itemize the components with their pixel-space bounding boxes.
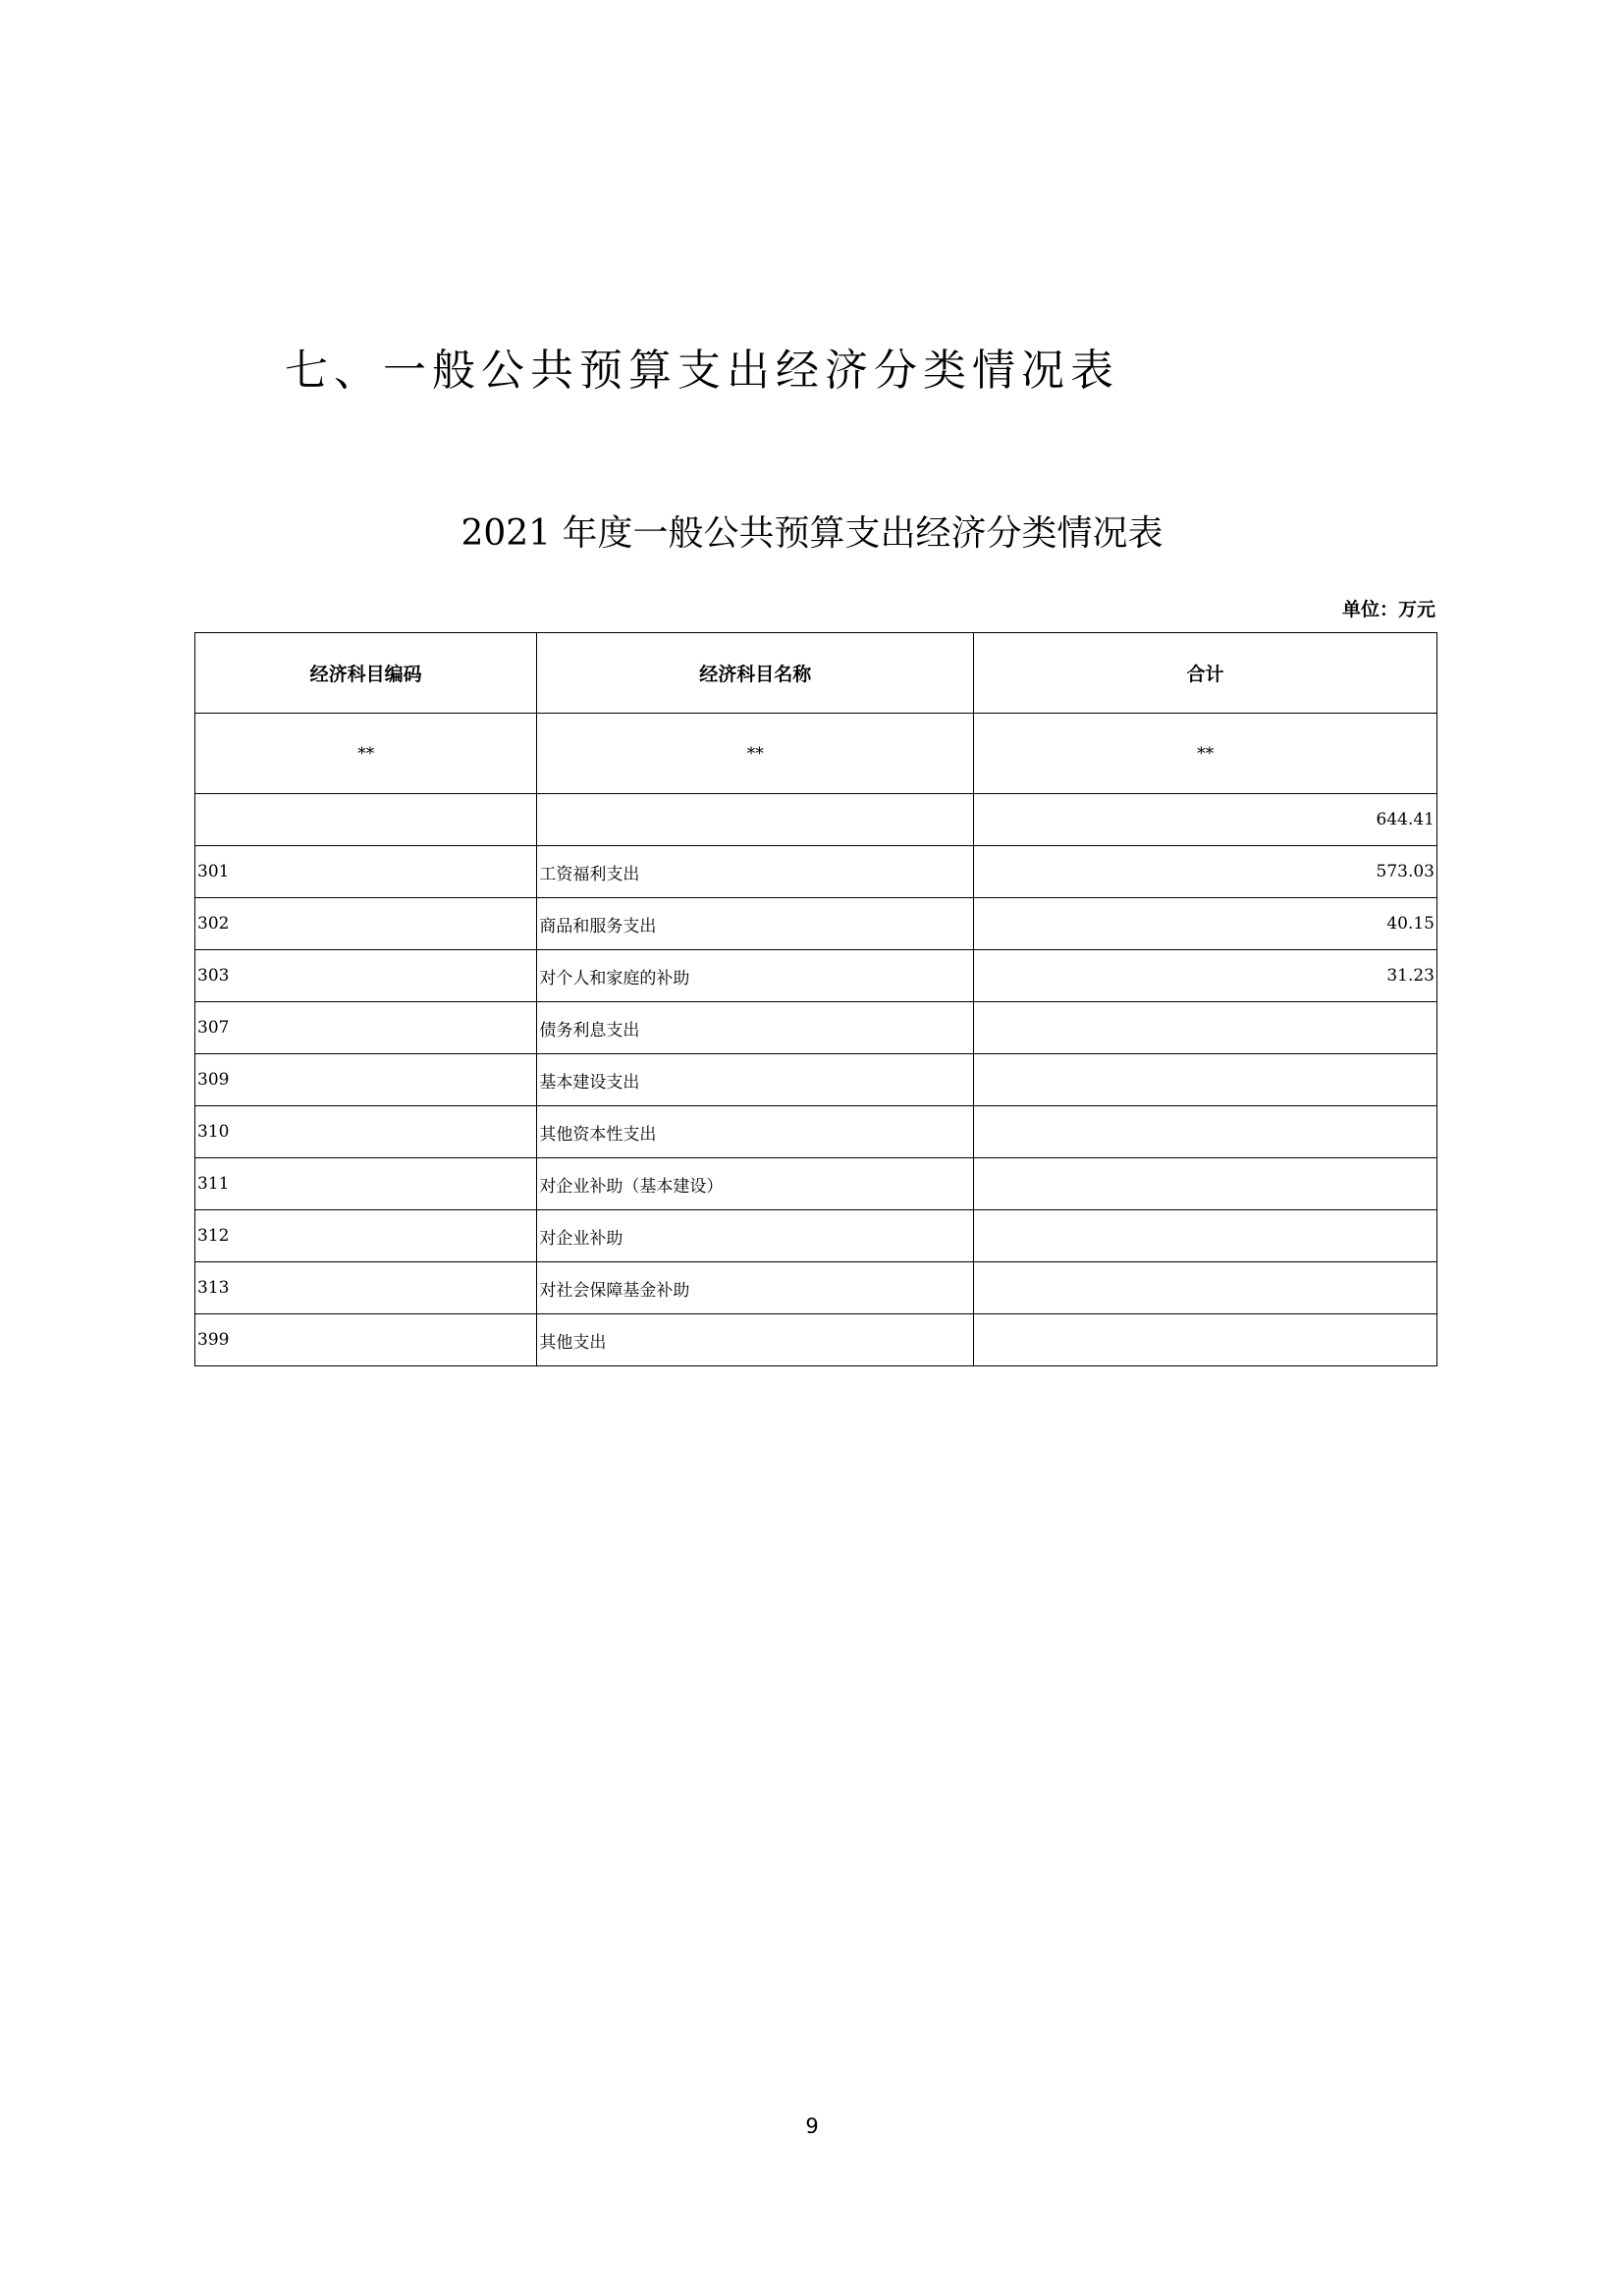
table-row: [195, 846, 1437, 898]
cell-code: 301: [195, 846, 537, 898]
header-total: 合计: [974, 633, 1437, 714]
cell-code: 313: [195, 1262, 537, 1314]
marker-name: **: [537, 714, 974, 794]
table-row: [195, 950, 1437, 1002]
table-row: [195, 1106, 1437, 1158]
unit-label: 单位：万元: [1341, 599, 1435, 620]
header-name: 经济科目名称: [537, 633, 974, 714]
cell-code: 310: [195, 1106, 537, 1158]
cell-code: 309: [195, 1054, 537, 1106]
table-header-row: [195, 633, 1437, 714]
cell-name: 工资福利支出: [537, 846, 974, 898]
cell-name: [537, 794, 974, 846]
table-row-total: [195, 794, 1437, 846]
table-title: 2021 年度一般公共预算支出经济分类情况表: [460, 513, 1164, 554]
cell-total: 40.15: [974, 898, 1437, 950]
cell-code: 399: [195, 1314, 537, 1366]
table-row: [195, 1262, 1437, 1314]
cell-code: 303: [195, 950, 537, 1002]
cell-name: 债务利息支出: [537, 1002, 974, 1054]
cell-total: 573.03: [974, 846, 1437, 898]
table-row: [195, 1158, 1437, 1210]
cell-code: [195, 794, 537, 846]
page-number: 9: [805, 2114, 819, 2138]
table-row: [195, 1210, 1437, 1262]
table-row: [195, 1002, 1437, 1054]
cell-total: [974, 1054, 1437, 1106]
cell-code: 311: [195, 1158, 537, 1210]
cell-name: 其他支出: [537, 1314, 974, 1366]
cell-total: 644.41: [974, 794, 1437, 846]
cell-name: 其他资本性支出: [537, 1106, 974, 1158]
cell-code: 312: [195, 1210, 537, 1262]
cell-name: 对企业补助（基本建设）: [537, 1158, 974, 1210]
cell-code: 302: [195, 898, 537, 950]
cell-name: 对社会保障基金补助: [537, 1262, 974, 1314]
cell-total: 31.23: [974, 950, 1437, 1002]
cell-total: [974, 1210, 1437, 1262]
cell-name: 基本建设支出: [537, 1054, 974, 1106]
table-row: [195, 1314, 1437, 1366]
cell-total: [974, 1106, 1437, 1158]
cell-total: [974, 1262, 1437, 1314]
cell-code: 307: [195, 1002, 537, 1054]
cell-total: [974, 1314, 1437, 1366]
cell-name: 对个人和家庭的补助: [537, 950, 974, 1002]
cell-name: 商品和服务支出: [537, 898, 974, 950]
marker-total: **: [974, 714, 1437, 794]
table-row: [195, 1054, 1437, 1106]
header-code: 经济科目编码: [195, 633, 537, 714]
cell-name: 对企业补助: [537, 1210, 974, 1262]
table-row: [195, 898, 1437, 950]
cell-total: [974, 1158, 1437, 1210]
expenditure-classification-table: [194, 632, 1437, 1366]
section-heading: 七、一般公共预算支出经济分类情况表: [285, 346, 1119, 396]
marker-row: [195, 714, 1437, 794]
cell-total: [974, 1002, 1437, 1054]
marker-code: **: [195, 714, 537, 794]
